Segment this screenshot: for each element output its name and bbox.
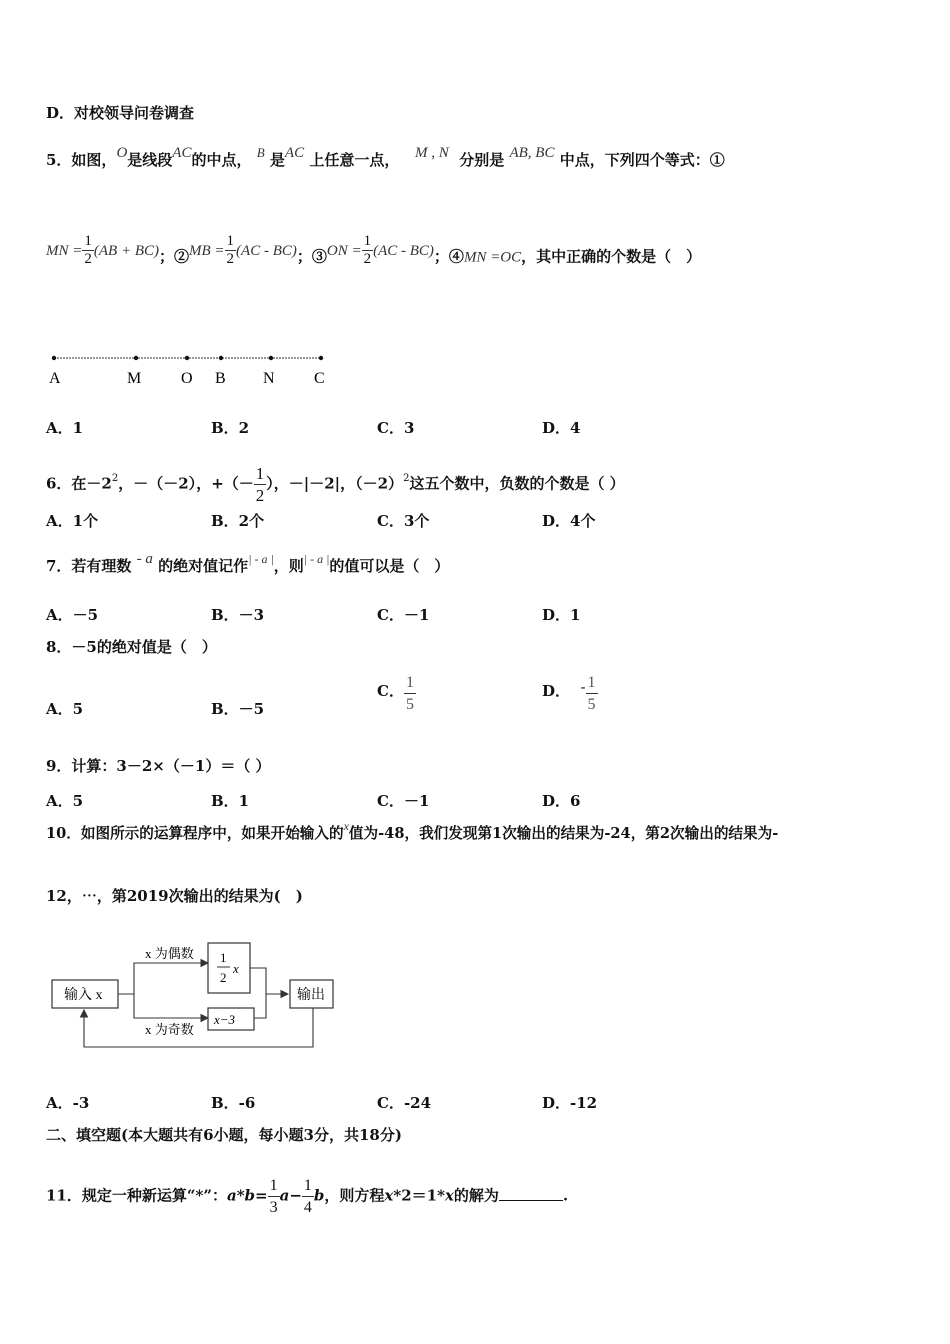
q10-stem-line-1 — [46, 819, 779, 844]
q11-def: a*b= — [226, 1186, 268, 1205]
eq3-den: 2 — [363, 251, 372, 267]
q11-x-term-2: x — [444, 1186, 454, 1205]
label-a: A — [49, 370, 61, 387]
eq3-right: (AC - BC) — [373, 242, 434, 259]
q5-tail: ，其中正确的个数是（ ） — [521, 247, 702, 266]
q9-stem: 9．计算：3－2×（－1）＝（ ） — [46, 757, 271, 775]
q6-option-b[interactable]: B．2个 — [211, 512, 265, 530]
q5-text-7: 中点，下列四个等式：① — [559, 151, 725, 169]
q5-var-mn: M , N — [415, 145, 449, 161]
half-den: 2 — [220, 970, 227, 985]
input-label: 输入 x — [64, 988, 103, 1003]
q9-option-c[interactable]: C．－1 — [377, 792, 430, 810]
point-b — [219, 356, 223, 360]
q11-text-3: 2＝1* — [401, 1186, 445, 1205]
odd-label: x 为奇数 — [145, 1022, 194, 1037]
q5-var-o: O — [116, 145, 128, 161]
q5-text-3: 的中点， — [191, 151, 252, 169]
q10-option-d[interactable]: D．-12 — [542, 1094, 598, 1112]
q7-abs-1: | - a | — [248, 552, 274, 566]
q6-option-d[interactable]: D．4个 — [542, 512, 596, 530]
q7-text-4: 的值可以是（ ） — [329, 557, 450, 575]
half-box — [208, 943, 250, 993]
section-2-heading: 二、填空题(本大题共有6小题，每小题3分，共18分) — [46, 1126, 402, 1144]
minus-label: x−3 — [214, 1012, 236, 1027]
eq4: MN =OC — [463, 249, 522, 266]
q8-c-fraction — [404, 672, 416, 715]
q8-d-den: 5 — [587, 696, 596, 713]
q11-f2-den: 4 — [303, 1199, 312, 1216]
q11-f2-num: 1 — [302, 1175, 314, 1197]
label-o: O — [181, 370, 193, 387]
odd-branch-line — [134, 994, 208, 1018]
q8-option-c[interactable] — [377, 672, 416, 715]
odd-to-output-line — [254, 994, 266, 1018]
q9-option-b[interactable]: B．1 — [211, 792, 250, 810]
q11-fraction-1 — [268, 1175, 280, 1218]
eq3-fraction — [362, 233, 374, 268]
eq-sep-3: ；④ — [433, 247, 464, 266]
q6-frac-den: 2 — [255, 486, 265, 505]
even-label: x 为偶数 — [145, 946, 194, 961]
flowchart — [48, 938, 348, 1056]
half-num: 1 — [220, 950, 227, 965]
q11-b-term: b — [313, 1186, 325, 1205]
q5-text-2: 是线段 — [127, 151, 173, 169]
q11-f1-den: 3 — [269, 1199, 278, 1216]
q7-text-3: ，则 — [273, 557, 304, 575]
eq2-left: MB = — [189, 242, 225, 259]
q7-abs-2: | - a | — [303, 552, 330, 566]
q5-var-ac: AC — [172, 145, 192, 161]
eq1-fraction — [82, 233, 94, 268]
eq2-num: 1 — [226, 233, 235, 249]
half-x: x — [233, 961, 239, 976]
q8-option-b[interactable]: B．－5 — [211, 700, 265, 718]
eq1-num: 1 — [84, 233, 92, 249]
eq2-right: (AC - BC) — [236, 242, 297, 259]
q6-text-2: ，－（－2），+（－ — [118, 474, 254, 493]
q7-text-1: 7．若有理数 — [46, 557, 132, 575]
q8-d-fraction — [586, 672, 598, 715]
q10-option-a[interactable]: A．-3 — [46, 1094, 90, 1112]
q8-d-num: 1 — [586, 672, 598, 694]
q6-text-3: ），－|－2|，（－2） — [266, 474, 404, 493]
q5-var-ac2: AC — [284, 145, 305, 161]
q10-option-c[interactable]: C．-24 — [377, 1094, 432, 1112]
label-m: M — [127, 370, 142, 387]
q5-var-b: B — [256, 145, 265, 160]
q6-text-4: 这五个数中，负数的个数是（ ） — [409, 474, 625, 493]
point-a — [52, 356, 56, 360]
q8-c-num: 1 — [404, 672, 416, 694]
output-label: 输出 — [297, 988, 325, 1003]
q8-d-sign: - — [580, 677, 586, 696]
eq2-fraction — [225, 233, 237, 268]
q5-option-c[interactable]: C．3 — [377, 419, 415, 437]
q6-option-c[interactable]: C．3个 — [377, 512, 430, 530]
even-to-output-line — [250, 968, 288, 994]
q5-equations — [46, 233, 702, 275]
eq1-right: (AB + BC) — [93, 242, 159, 259]
q4-option-d: D．对校领导问卷调查 — [46, 104, 195, 122]
q8-option-a[interactable]: A．5 — [46, 700, 84, 718]
point-c — [319, 356, 323, 360]
q6-stem — [46, 463, 625, 506]
eq3-left: ON = — [326, 242, 362, 259]
q5-text-4: 是 — [269, 151, 285, 169]
label-b: B — [215, 370, 226, 387]
q11-x-term: x* — [384, 1186, 402, 1205]
q8-c-label: C． — [377, 681, 404, 700]
q7-text-2: 的绝对值记作 — [158, 557, 249, 575]
q5-stem — [46, 145, 725, 171]
q9-option-d[interactable]: D．6 — [542, 792, 581, 810]
q7-stem — [46, 551, 450, 577]
q8-c-den: 5 — [405, 696, 414, 713]
q8-stem: 8．－5的绝对值是（ ） — [46, 638, 217, 656]
q6-sup-2: 2 — [403, 472, 410, 484]
q11-f1-num: 1 — [268, 1175, 280, 1197]
q10-stem-line-2: 12，⋯，第2019次输出的结果为( ) — [46, 887, 303, 905]
q6-frac-num: 1 — [255, 464, 265, 483]
q7-option-d[interactable]: D．1 — [542, 606, 581, 624]
q10-var-x: x — [343, 819, 349, 833]
eq-sep-1: ；② — [158, 247, 189, 266]
q5-option-d[interactable]: D．4 — [542, 419, 581, 437]
q8-option-d[interactable] — [542, 672, 598, 715]
label-n: N — [263, 370, 275, 387]
q10-text-2: 值为-48，我们发现第1次输出的结果为-24，第2次输出的结果为- — [348, 825, 779, 842]
point-o — [185, 356, 189, 360]
eq1-den: 2 — [84, 251, 92, 267]
eq1-left: MN = — [46, 242, 83, 259]
segment-figure — [40, 348, 340, 390]
loop-back-line — [84, 1008, 313, 1047]
q11-fraction-2 — [302, 1175, 314, 1218]
eq2-den: 2 — [226, 251, 235, 267]
q5-option-a[interactable]: A．1 — [46, 419, 84, 437]
label-c: C — [314, 370, 325, 387]
point-n — [269, 356, 273, 360]
eq-sep-2: ；③ — [296, 247, 327, 266]
q5-text-1: 5．如图， — [46, 151, 117, 169]
q11-text-2: ，则方程 — [324, 1186, 385, 1205]
q8-d-label: D． — [542, 681, 571, 700]
q6-sup-1: 2 — [111, 472, 119, 484]
q7-option-b[interactable]: B．－3 — [211, 606, 265, 624]
even-branch-line — [118, 963, 208, 994]
q11-stem — [46, 1175, 568, 1218]
point-m — [134, 356, 138, 360]
q7-neg-a: - a — [136, 551, 153, 567]
q11-text-1: 11．规定一种新运算“*”： — [46, 1186, 227, 1205]
q6-fraction — [254, 463, 267, 506]
q7-option-c[interactable]: C．－1 — [377, 606, 430, 624]
eq3-num: 1 — [363, 233, 372, 249]
q6-option-a[interactable]: A．1个 — [46, 512, 99, 530]
q11-a-term: a− — [279, 1186, 302, 1205]
q6-text-1: 6．在－2 — [46, 474, 112, 493]
q10-text-1: 10．如图所示的运算程序中，如果开始输入的 — [46, 825, 344, 842]
q5-text-6: 分别是 — [459, 151, 505, 169]
q7-option-a[interactable]: A．－5 — [46, 606, 99, 624]
q9-option-a[interactable]: A．5 — [46, 792, 84, 810]
q5-text-5: 上任意一点， — [309, 151, 400, 169]
q11-period: . — [562, 1186, 569, 1205]
q11-answer-blank[interactable] — [499, 1186, 563, 1201]
q5-var-ab-bc: AB, BC — [509, 145, 555, 161]
q10-option-b[interactable]: B．-6 — [211, 1094, 256, 1112]
q5-option-b[interactable]: B．2 — [211, 419, 250, 437]
q11-text-4: 的解为 — [453, 1186, 499, 1205]
